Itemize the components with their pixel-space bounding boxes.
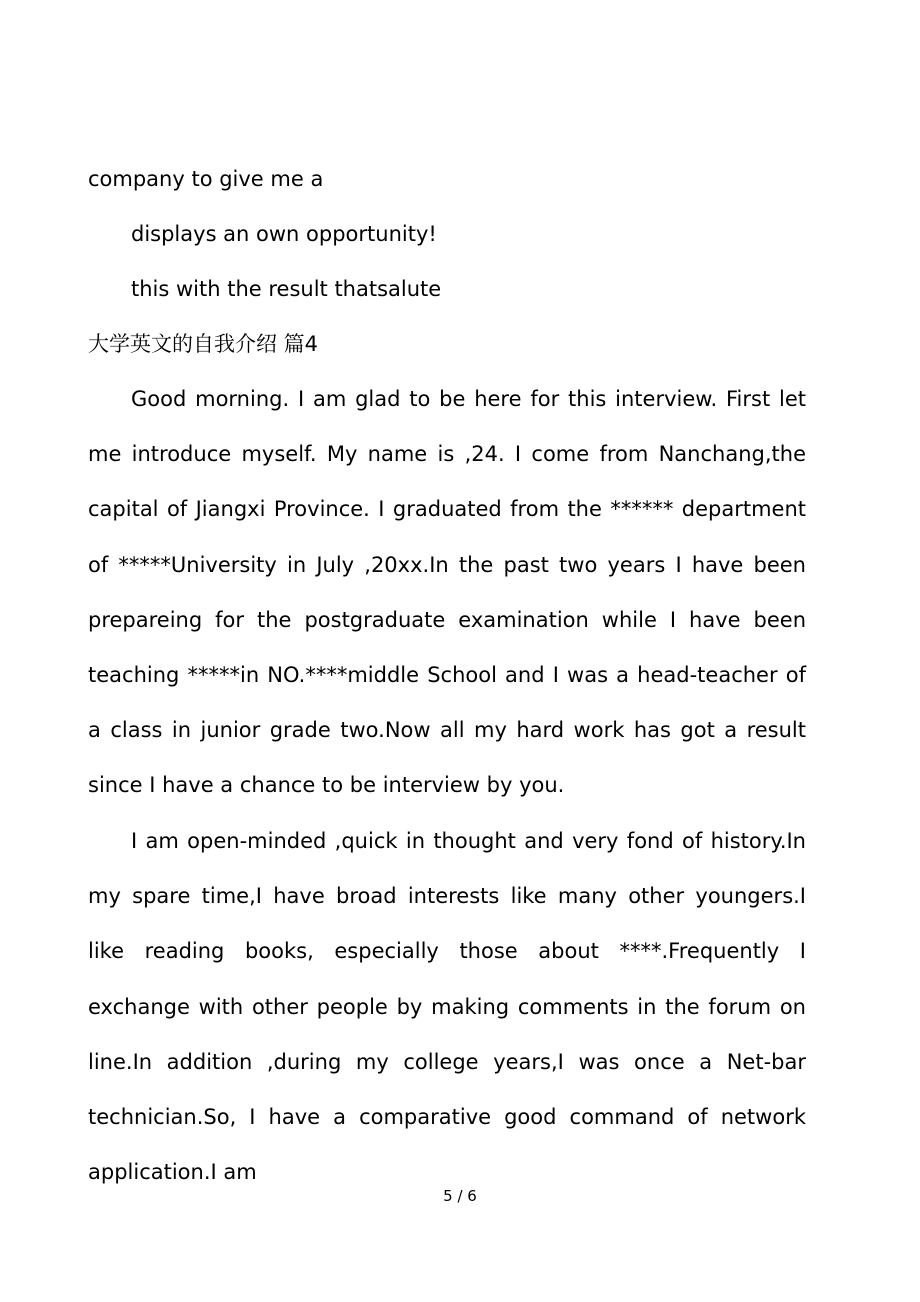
section-heading: 大学英文的自我介绍 篇4: [88, 332, 319, 356]
fragment-line-1: company to give me a: [88, 167, 324, 191]
paragraph-1: Good morning. I am glad to be here for this interview. First let me introduce myself. My name is ,24. I come from Nanchang,the capital of Jiangxi Province. I graduated from the ****** department of *****University in July ,20xx.In the past two years I have been prepareing for the postgraduate examination while I have been teaching *****in NO.****middle School and I was a head-teacher of a class in junior grade two.Now all my hard work has got a result since I have a chance to be interview by you.: [88, 387, 806, 798]
fragment-line-2: displays an own opportunity!: [131, 222, 437, 246]
paragraph-2: I am open-minded ,quick in thought and very fond of history.In my spare time,I have broad interests like many other youngers.I like reading books, especially those about ****.Frequently I exchange with other people by making comments in the forum on line.In addition ,during my college years,I was once a Net-bar technician.So, I have a comparative good command of network application.I am: [88, 829, 806, 1185]
fragment-line-3: this with the result thatsalute: [131, 277, 442, 301]
page-number: 5 / 6: [443, 1187, 477, 1205]
